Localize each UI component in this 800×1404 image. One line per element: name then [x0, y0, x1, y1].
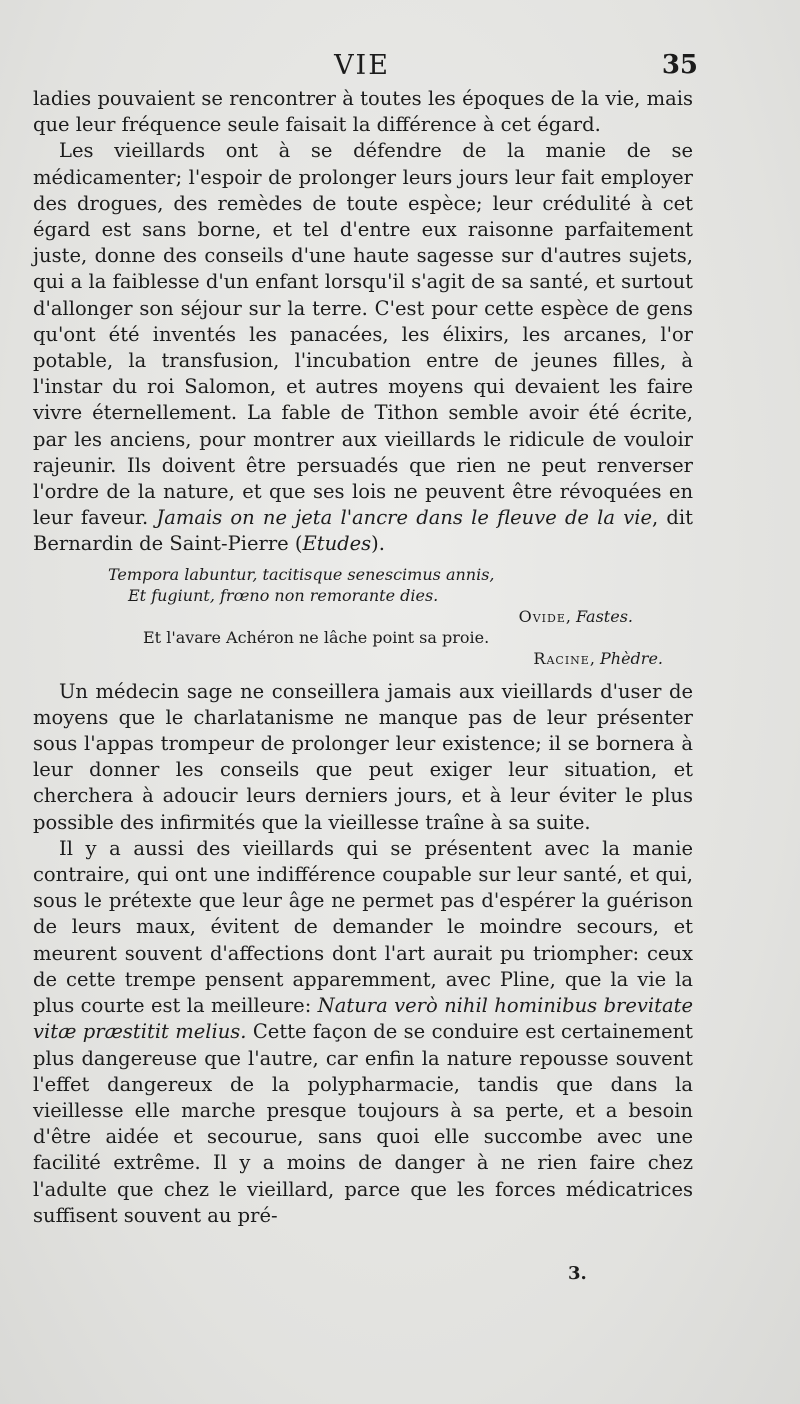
bernardin-quote: Jamais on ne jeta l'ancre dans le fleuve de la vie	[156, 506, 653, 530]
body-text	[33, 86, 693, 1229]
ovide-attribution: Ovide, Fastes.	[518, 606, 633, 626]
paragraph-vieillards-text: Les vieillards ont à se défendre de la manie de se médicamenter; l'espoir de prolonger leurs jours leur fait employer des drogues, des remèdes de toute espèce; leur crédulité à cet égard est sans borne, et tel d'entre eux raisonne parfaitement juste, donne des conseils d'une haute sagesse sur d'autres sujets, qui a la faiblesse d'un enfant lorsqu'il s'agit de sa santé, et surtout d'allonger son séjour sur la terre. C'est pour cette espèce de gens qu'ont été inventés les panacées, les élixirs, les arcanes, l'or potable, la transfusion, l'incubation entre de jeunes filles, à l'instar du roi Salomon, et autres moyens qui devaient les faire vivre éternellement. La fable de Tithon semble avoir été écrite, par les anciens, pour montrer aux vieillards le ridicule de vouloir rajeunir. Ils doivent être persuadés que rien ne peut renverser l'ordre de la nature, et que ses lois ne peuvent être révoquées en leur faveur.	[33, 139, 693, 530]
bernardin-close: ).	[371, 532, 385, 556]
page-number: 35	[661, 50, 698, 80]
epigraph-block	[33, 564, 693, 669]
racine-verse-line: Et l'avare Achéron ne lâche point sa proie.	[143, 627, 490, 647]
racine-attribution: Racine, Phèdre.	[533, 648, 663, 668]
phedre-title: Phèdre.	[600, 648, 663, 668]
paragraph-vieillards	[33, 138, 693, 557]
paragraph-indifference-text-a: Il y a aussi des vieillards qui se présentent avec la manie contraire, qui ont une indifférence coupable sur leur santé, et qui, sous le prétexte que leur âge ne permet pas d'espérer la guérison de leurs maux, évitent de demander le moindre secours, et meurent souvent d'affections dont l'art aurait pu triompher: ceux de cette trempe pensent apparemment, avec Pline, que la vie la plus courte est la meilleure:	[33, 836, 693, 1018]
latin-verse-line-1: Tempora labuntur, tacitisque senescimus annis,	[108, 564, 495, 584]
running-title: VIE	[334, 50, 390, 81]
signature-mark: 3.	[568, 1263, 587, 1284]
ovide-author: Ovide	[518, 606, 566, 626]
paragraph-medecin: Un médecin sage ne conseillera jamais aux vieillards d'user de moyens que le charlatanisme ne manque pas de leur présenter sous l'appas trompeur de prolonger leur existence; il se bornera à leur donner les conseils que peut exiger leur situation, et cherchera à adoucir leurs derniers jours, et à leur éviter le plus possible des infirmités que la vieillesse traîne à sa suite.	[33, 679, 693, 834]
paragraph-indifference	[33, 836, 693, 1229]
pline-quote: Natura verò nihil hominibus brevitate vitæ præstitit melius.	[33, 994, 694, 1044]
paragraph-indifference-text-b: Cette façon de se conduire est certainement plus dangereuse que l'autre, car enfin la nature repousse souvent l'effet dangereux de la polypharmacie, tandis que dans la vieillesse elle marche presque toujours à sa perte, et a besoin d'être aidée et secourue, sans quoi elle succombe avec une facilité extrême. Il y a moins de danger à ne rien faire chez l'adulte que chez le vieillard, parce que les forces médicatrices suffisent souvent au pré-	[33, 1020, 694, 1227]
page-header	[0, 50, 800, 86]
etudes-title: Etudes	[302, 532, 372, 556]
fastes-title: Fastes.	[576, 606, 633, 626]
racine-author: Racine	[533, 648, 590, 668]
paragraph-continuation: ladies pouvaient se rencontrer à toutes les époques de la vie, mais que leur fréquence seule faisait la différence à cet égard.	[33, 87, 693, 137]
bernardin-attribution: , dit Bernardin de Saint-Pierre (	[33, 506, 693, 556]
latin-verse-line-2: Et fugiunt, frœno non remorante dies.	[128, 585, 439, 605]
